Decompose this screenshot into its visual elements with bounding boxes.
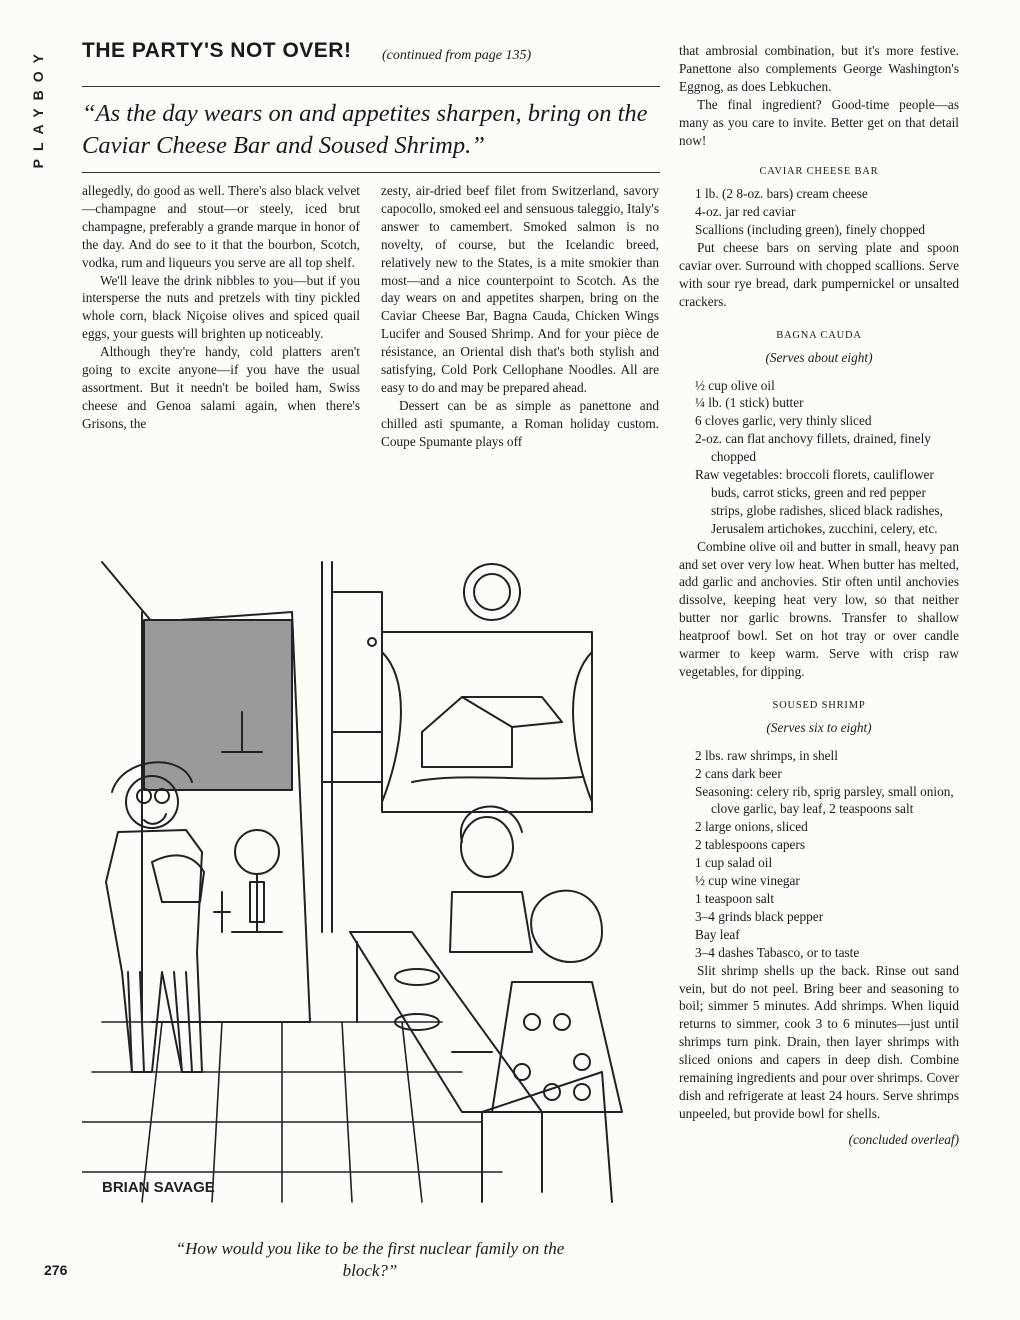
body-column-1 — [82, 182, 360, 433]
ingredient: 6 cloves garlic, very thinly sliced — [695, 413, 872, 429]
ingredient: 1 lb. (2 8-oz. bars) cream cheese — [695, 186, 868, 202]
recipe-method: Combine olive oil and butter in small, heavy pan and set over very low heat. When butter has melted, add garlic and anchovies. Stir often until anchovies dissolve, keeping heat very low, so that neither butter nor garlic browns. Transfer to shallow heatproof bowl. Set on hot tray or over candle warmer to keep warm. Serve with crisp raw vegetables, for dipping. — [679, 538, 959, 679]
cartoon-caption: “How would you like to be the first nuclear family on the block?” — [175, 1239, 565, 1280]
recipe-bagna-cauda — [679, 327, 959, 681]
scientist-figure — [106, 762, 204, 1072]
ingredient: Raw vegetables: broccoli florets, cauliflower buds, carrot sticks, green and red pepper strips, globe radishes, sliced black radishes, Jerusalem artichokes, zucchini, celery, etc. — [695, 467, 943, 536]
recipe-serves: (Serves about eight) — [765, 349, 873, 365]
ingredient: 2 tablespoons capers — [695, 837, 806, 853]
kitchen-table — [350, 932, 542, 1192]
chair — [482, 1072, 612, 1202]
header-rule — [82, 86, 660, 87]
pull-quote-rule — [82, 172, 660, 173]
cartoon-illustration — [82, 552, 654, 1212]
ingredient: ¼ lb. (1 stick) butter — [695, 395, 804, 411]
body-column-3 — [679, 42, 959, 1149]
ingredient-list — [679, 185, 959, 239]
window — [382, 564, 592, 812]
recipe-title: SOUSED SHRIMP — [772, 699, 866, 711]
paragraph: that ambrosial combination, but it's more festive. Panettone also complements George Washington's Eggnog, as does Lebkuchen. — [679, 43, 959, 94]
recipe-caviar-cheese-bar — [679, 163, 959, 310]
ingredient-list — [679, 377, 959, 538]
boy-figure — [450, 807, 532, 952]
girl-figure — [452, 891, 622, 1112]
paragraph: Although they're handy, cold platters aren't going to excite anyone—if you have the usual assortment. But it needn't be boiled ham, Swiss cheese and Genoa salami again, when there's Grisons, the — [82, 344, 360, 431]
paragraph: zesty, air-dried beef filet from Switzerland, savory capocollo, smoked eel and sensuous taleggio, Italy's answer to camembert. Smoked salmon is no novelty, of course, but the Icelandic breed, relatively new to the States, is a mite smokier than most—and a nice counterpoint to Scotch. As the day wears on and appetites sharpen, bring on the Caviar Cheese Bar, Bagna Cauda, Chicken Wings Lucifer and Soused Shrimp. And for your pièce de résistance, an Oriental dish that's both stylish and satisfying, Cold Pork Cellophane Noodles. All are easy to do and may be prepared ahead. — [381, 183, 659, 395]
ingredient: ½ cup wine vinegar — [695, 873, 800, 889]
body-column-2 — [381, 182, 659, 451]
ingredient: 1 cup salad oil — [695, 855, 773, 871]
ingredient: 4-oz. jar red caviar — [695, 204, 796, 220]
ingredient: 3–4 dashes Tabasco, or to taste — [695, 944, 860, 960]
pull-quote: “As the day wears on and appetites sharpen, bring on the Caviar Cheese Bar and Soused Shrimp.” — [82, 100, 648, 159]
recipe-serves: (Serves six to eight) — [766, 719, 872, 735]
ingredient-list — [679, 747, 959, 962]
ingredient: Scallions (including green), finely chopped — [695, 222, 926, 238]
ingredient: 2-oz. can flat anchovy fillets, drained, finely chopped — [695, 431, 931, 465]
concluded-note: (concluded overleaf) — [848, 1131, 959, 1147]
recipe-soused-shrimp — [679, 697, 959, 1123]
paragraph: The final ingredient? Good-time people—as many as you care to invite. Better get on that detail now! — [679, 96, 959, 148]
ingredient: 2 large onions, sliced — [695, 819, 808, 835]
recipe-title: CAVIAR CHEESE BAR — [759, 166, 879, 178]
kitchen-cabinet — [322, 562, 382, 932]
ingredient: Bay leaf — [695, 926, 740, 942]
doorway — [102, 562, 310, 1022]
artist-signature: BRIAN SAVAGE — [102, 1179, 215, 1196]
page-number: 276 — [44, 1262, 68, 1278]
ingredient: Seasoning: celery rib, sprig parsley, small onion, clove garlic, bay leaf, 2 teaspoons salt — [695, 783, 954, 817]
recipe-method: Slit shrimp shells up the back. Rinse out sand vein, but do not peel. Bring beer and seasoning to boil; simmer 5 minutes. Add shrimps. When liquid returns to simmer, cook 3 to 6 minutes—just until shrimps turn pink. Drain, then layer shrimps with sliced onions and capers in deep dish. Combine remaining ingredients and pour over shrimps. Cover dish and refrigerate at least 24 hours. Serve shrimps unpeeled, but provide bowl for shells. — [679, 962, 959, 1121]
recipe-method: Put cheese bars on serving plate and spoon caviar over. Surround with chopped scallions. Serve with sour rye bread, dark pumpernickel or unsalted crackers. — [679, 240, 959, 309]
ingredient: 1 teaspoon salt — [695, 890, 775, 906]
ingredient: 2 lbs. raw shrimps, in shell — [695, 747, 838, 763]
masthead: PLAYBOY — [30, 46, 46, 169]
article-title: THE PARTY'S NOT OVER! — [82, 39, 352, 62]
continued-note: (continued from page 135) — [382, 48, 532, 63]
paragraph: allegedly, do good as well. There's also black velvet—champagne and stout—or steely, iced brut champagne, preferably a grande marque in honor of the day. And do see to it that the bourbon, Scotch, vodka, rum and liqueurs you serve are all top shelf. — [82, 183, 360, 270]
tiled-floor — [82, 1022, 502, 1202]
ingredient: ½ cup olive oil — [695, 377, 775, 393]
recipe-title: BAGNA CAUDA — [776, 329, 862, 341]
ingredient: 2 cans dark beer — [695, 765, 782, 781]
paragraph: Dessert can be as simple as panettone and chilled asti spumante, a Roman holiday custom. Coupe Spumante plays off — [381, 397, 659, 449]
paragraph: We'll leave the drink nibbles to you—but if you intersperse the nuts and pretzels with tiny pickled whole corn, black Niçoise olives and spiced quail eggs, your guests will brighten up noticeably. — [82, 272, 360, 342]
ingredient: 3–4 grinds black pepper — [695, 908, 824, 924]
